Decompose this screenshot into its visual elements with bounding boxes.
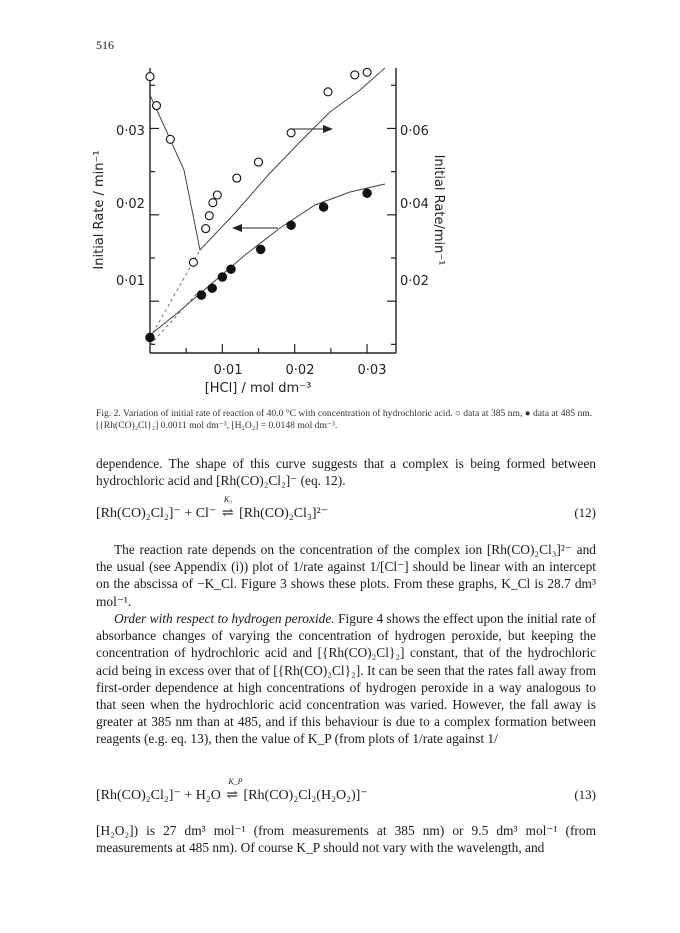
equation-13 <box>96 777 596 811</box>
right-tick-label: 0·02 <box>400 274 429 289</box>
x-tick-label: 0·02 <box>285 363 315 378</box>
extrapolation-filled <box>150 290 200 345</box>
eq-rhs: [Rh(CO)₂Cl₂(H₂O₂)]⁻ <box>243 788 368 803</box>
data-point-385nm <box>189 258 197 266</box>
data-point-385nm <box>153 102 161 110</box>
data-point-485nm <box>146 333 154 341</box>
data-point-485nm <box>227 265 235 273</box>
right-axis-label: Initial Rate/min⁻¹ <box>431 154 446 266</box>
axis-ticks <box>150 85 396 353</box>
data-point-385nm <box>351 71 359 79</box>
fit-curve-open <box>150 68 385 250</box>
data-point-485nm <box>257 245 265 253</box>
arrow-to-left-axis <box>232 224 278 232</box>
figure-caption: Fig. 2. Variation of initial rate of reaction of 40.0 °C with concentration of hydrochloric acid. ○ data at 385 nm, ● data at 485 nm. [{Rh(CO)₂Cl}₂] 0.0011 mol dm⁻³, [H₂O₂] = 0.0148 mol dm⁻³. <box>96 408 593 431</box>
paragraph <box>96 541 596 610</box>
x-axis-label: [HCl] / mol dm⁻³ <box>204 381 312 396</box>
data-point-485nm <box>363 189 371 197</box>
eq-constant: K₃ <box>223 495 232 504</box>
equilibrium-arrow: K₃ ⇌ <box>221 495 234 521</box>
data-point-485nm <box>319 203 327 211</box>
figure-2 <box>0 0 680 405</box>
data-point-385nm <box>146 73 154 81</box>
paragraph <box>96 455 596 489</box>
page-number: 516 <box>96 38 114 52</box>
right-tick-label: 0·04 <box>400 197 429 212</box>
equation-12 <box>96 495 596 529</box>
paragraph-text: [H₂O₂]) is 27 dm³ mol⁻¹ (from measurements at 385 nm) or 9.5 dm³ mol⁻¹ (from measurements at 485 nm). Of course K_P should not vary with the wavelength, and <box>96 823 596 856</box>
eq-lhs: [Rh(CO)₂Cl₂]⁻ + Cl⁻ <box>96 506 217 521</box>
paragraph-heading: Order with respect to hydrogen peroxide. <box>114 611 335 626</box>
paragraph <box>96 822 596 856</box>
data-point-385nm <box>233 174 241 182</box>
data-point-485nm <box>218 273 226 281</box>
arrow-to-right-axis <box>290 125 333 133</box>
data-point-385nm <box>202 225 210 233</box>
plot-frame <box>150 68 396 353</box>
paragraph-body: Figure 4 shows the effect upon the initial rate of absorbance changes of varying the concentration of hydrogen peroxide, but keeping the concentration of hydrochloric acid and [{Rh(CO)₂Cl}₂] constant, that of the hydrochloric acid being in excess over that of [{Rh(CO)₂Cl}₂]. It can be seen that the rates fall away from first-order dependence at high concentrations of hydrogen peroxide in a way analogous to that seen when the hydrochloric acid concentration was varied. However, the fall away is greater at 385 nm than at 485, and if this behaviour is due to a complex formation between reagents (e.g. eq. 13), then the value of K_P (from plots of 1/rate against 1/ <box>96 611 596 747</box>
data-point-385nm <box>324 88 332 96</box>
equation-number: (13) <box>574 787 596 802</box>
x-tick-label: 0·01 <box>213 363 243 378</box>
paragraph <box>96 610 596 748</box>
x-tick-label: 0·03 <box>357 363 387 378</box>
left-axis-label: Initial Rate / min⁻¹ <box>92 150 107 270</box>
data-point-485nm <box>197 291 205 299</box>
equation-body <box>96 777 368 804</box>
paragraph-text <box>96 610 596 748</box>
left-tick-label: 0·01 <box>116 274 145 289</box>
right-tick-label: 0·06 <box>400 124 429 139</box>
data-point-385nm <box>213 191 221 199</box>
data-point-385nm <box>209 199 217 207</box>
data-point-385nm <box>166 135 174 143</box>
paragraph-text: dependence. The shape of this curve suggests that a complex is being formed between hydrochloric acid and [Rh(CO)₂Cl₂]⁻ (eq. 12). <box>96 456 596 489</box>
data-point-385nm <box>255 158 263 166</box>
data-point-385nm <box>363 68 371 76</box>
data-point-485nm <box>287 221 295 229</box>
data-point-485nm <box>208 284 216 292</box>
left-tick-label: 0·03 <box>116 124 145 139</box>
left-tick-label: 0·02 <box>116 197 145 212</box>
data-points <box>146 68 371 341</box>
equation-number: (12) <box>574 505 596 520</box>
fit-curve-filled <box>150 184 385 335</box>
eq-lhs: [Rh(CO)₂Cl₂]⁻ + H₂O <box>96 788 221 803</box>
fit-lines <box>150 68 385 345</box>
equilibrium-arrow: K_P ⇌ <box>226 777 243 803</box>
data-point-385nm <box>287 129 295 137</box>
eq-rhs: [Rh(CO)₂Cl₃]²⁻ <box>239 506 329 521</box>
data-point-385nm <box>205 212 213 220</box>
equation-body <box>96 495 329 522</box>
eq-constant: K_P <box>228 777 243 786</box>
paragraph-text: The reaction rate depends on the concentration of the complex ion [Rh(CO)₂Cl₃]²⁻ and the usual (see Appendix (i)) plot of 1/rate against 1/[Cl⁻] should be linear with an intercept on the abscissa of −K_Cl. Figure 3 shows these plots. From these graphs, K_Cl is 28.7 dm³ mol⁻¹. <box>96 542 596 609</box>
